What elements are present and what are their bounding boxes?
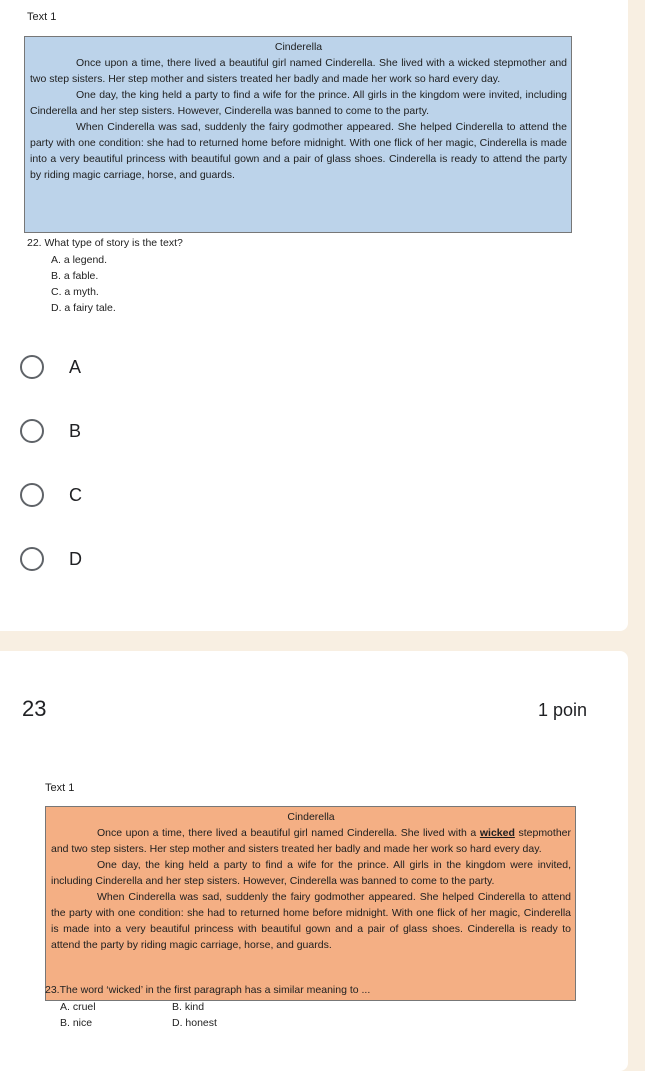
option-label: D [69,548,82,569]
passage-box [45,806,576,1001]
question-points: 1 poin [538,700,588,720]
passage-box [24,36,572,233]
option-d[interactable] [20,541,82,577]
paragraph-text: Once upon a time, there lived a beautiful girl named Cinderella. She lived with a [97,827,477,839]
choice-b: B. a fable. [51,270,99,282]
choice-row [60,999,217,1015]
question-22-image [0,0,600,330]
option-a[interactable] [20,349,81,385]
option-label: A [69,356,82,377]
choice-d: D. honest [172,1017,217,1029]
option-label: C [69,484,82,505]
question-number: 23 [22,696,47,721]
choice-list [60,999,217,1031]
passage-paragraph: One day, the king held a party to find a wife for the prince. All girls in the kingdom were invited, including Cinderella and her step sisters. However, Cinderella was banned to come to the party. [30,89,567,117]
text-label: Text 1 [27,11,57,23]
option-label: B [69,420,82,441]
question-text: 22. What type of story is the text? [27,237,183,249]
radio-button[interactable] [20,483,44,507]
choice-a: A. cruel [60,1001,96,1013]
passage-title: Cinderella [274,41,323,53]
passage-paragraph [51,825,571,857]
passage-paragraph: Once upon a time, there lived a beautiful girl named Cinderella. She lived with a wicked stepmother and two step sisters. Her step mother and sisters treated her badly and made her work so hard every day. [30,57,567,85]
choice-a: A. a legend. [51,254,108,266]
radio-button[interactable] [20,419,44,443]
radio-button[interactable] [20,355,44,379]
option-c[interactable] [20,477,82,513]
passage-paragraph: When Cinderella was sad, suddenly the fairy godmother appeared. She helped Cinderella to attend the party with one condition: she had to returned home before midnight. With one flick of her magic, Cinderella is made into a very beautiful princess with beautiful gown and a pair of glass shoes. Cinderella is ready to attend the party by riding magic carriage, horse, and guards. [30,121,567,181]
choice-list [51,252,116,316]
paragraph-text: stepmother and two step sisters. Her step mother and sisters treated her badly and made her work so hard every day. [51,827,571,855]
highlighted-word: wicked [479,827,515,839]
choice-d: D. a fairy tale. [51,302,116,314]
passage-paragraph: When Cinderella was sad, suddenly the fairy godmother appeared. She helped Cinderella to attend the party with one condition: she had to returned home before midnight. With one flick of her magic, Cinderella is made into a very beautiful princess with beautiful gown and a pair of glass shoes. Cinderella is ready to attend the party by riding magic carriage, horse, and guards. [51,891,571,951]
choice-c: B. nice [60,1017,93,1029]
question-23-image [0,775,600,1035]
option-b[interactable] [20,413,81,449]
choice-row [60,1015,217,1031]
radio-button[interactable] [20,547,44,571]
question-text: 23.The word ‘wicked’ in the first paragraph has a similar meaning to ... [45,984,371,996]
choice-b: B. kind [172,1001,205,1013]
text-label: Text 1 [45,782,75,794]
choice-c: C. a myth. [51,286,99,298]
passage-paragraph: One day, the king held a party to find a wife for the prince. All girls in the kingdom were invited, including Cinderella and her step sisters. However, Cinderella was banned to come to the party. [51,859,571,887]
passage-title: Cinderella [287,811,335,823]
